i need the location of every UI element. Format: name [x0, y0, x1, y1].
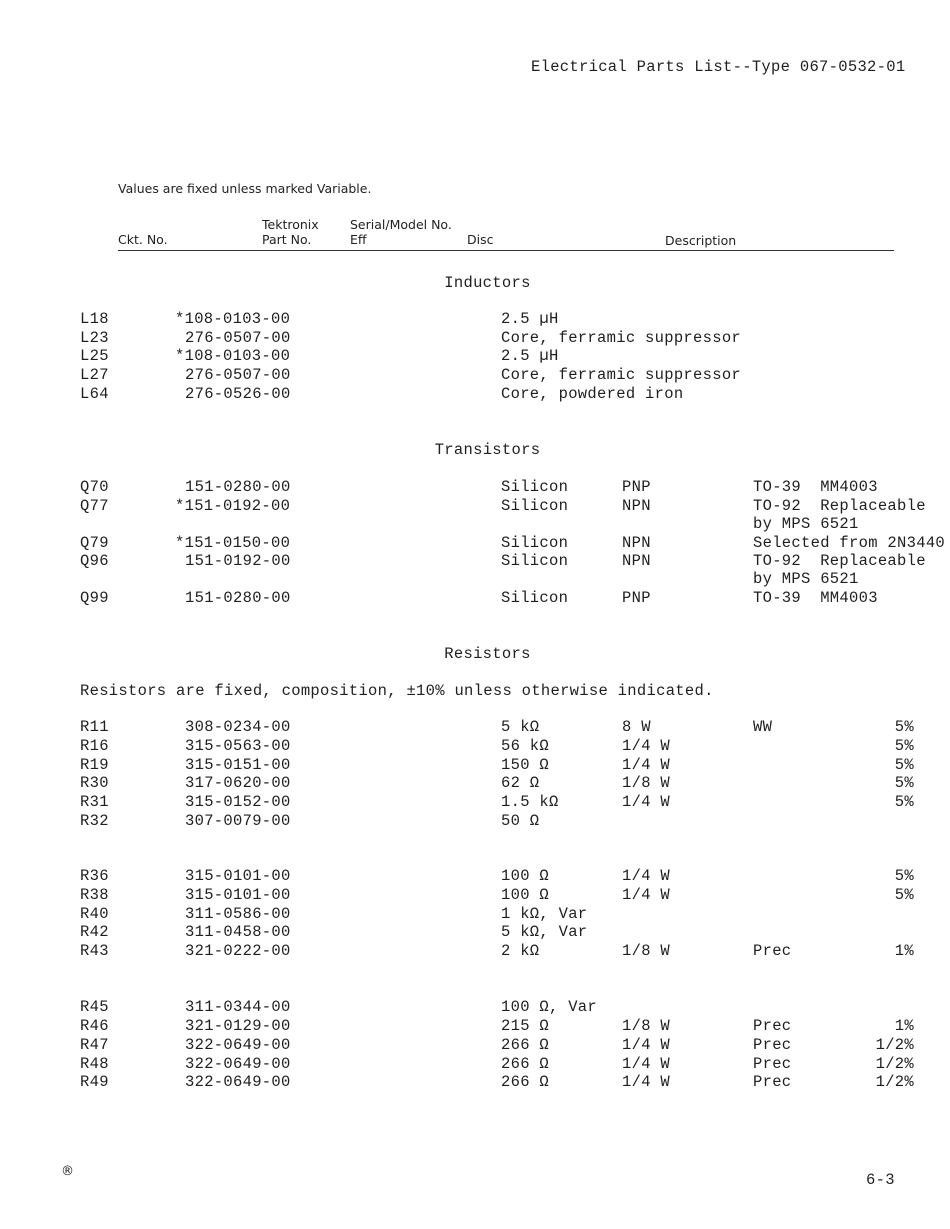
resistor-kind: Prec: [753, 1036, 792, 1054]
material: Silicon: [501, 478, 569, 496]
circuit-number: R38: [80, 886, 109, 904]
resistor-kind: Prec: [753, 942, 792, 960]
power-rating: 1/4 W: [622, 1073, 671, 1091]
resistance-value: 100 Ω, Var: [501, 998, 598, 1016]
case-note-continued: by MPS 6521: [753, 570, 859, 588]
page-header-title: Electrical Parts List--Type 067-0532-01: [531, 58, 906, 76]
polarity: PNP: [622, 478, 651, 496]
registered-mark: ®: [61, 1164, 74, 1179]
circuit-number: Q96: [80, 552, 109, 570]
part-number: 307-0079-00: [185, 812, 291, 830]
resistance-value: 215 Ω: [501, 1017, 550, 1035]
description: Core, ferramic suppressor: [501, 329, 742, 347]
resistance-value: 2 kΩ: [501, 942, 540, 960]
col-header-disc: Disc: [467, 232, 494, 247]
tolerance: 5%: [894, 867, 914, 885]
part-number: 322-0649-00: [185, 1036, 291, 1054]
tolerance: 5%: [894, 756, 914, 774]
circuit-number: Q99: [80, 589, 109, 607]
polarity: NPN: [622, 497, 651, 515]
part-number: 311-0586-00: [185, 905, 291, 923]
col-header-part-no: Part No.: [262, 232, 312, 247]
power-rating: 1/4 W: [622, 793, 671, 811]
polarity: NPN: [622, 552, 651, 570]
col-header-description: Description: [665, 233, 737, 248]
section-title-inductors: Inductors: [444, 274, 531, 292]
circuit-number: R42: [80, 923, 109, 941]
resistor-kind: Prec: [753, 1017, 792, 1035]
part-number: *108-0103-00: [175, 310, 291, 328]
resistor-kind: Prec: [753, 1055, 792, 1073]
resistance-value: 266 Ω: [501, 1055, 550, 1073]
case-note: TO-92 Replaceable: [753, 497, 926, 515]
resistance-value: 150 Ω: [501, 756, 550, 774]
resistance-value: 1.5 kΩ: [501, 793, 559, 811]
case-note-continued: by MPS 6521: [753, 515, 859, 533]
circuit-number: R40: [80, 905, 109, 923]
header-rule: [118, 250, 894, 251]
circuit-number: L18: [80, 310, 109, 328]
circuit-number: Q77: [80, 497, 109, 515]
power-rating: 1/4 W: [622, 886, 671, 904]
page-number: 6-3: [866, 1171, 895, 1189]
resistor-kind: WW: [753, 718, 773, 736]
power-rating: 1/4 W: [622, 737, 671, 755]
case-note: TO-39 MM4003: [753, 478, 878, 496]
description: Core, powdered iron: [501, 385, 684, 403]
polarity: PNP: [622, 589, 651, 607]
circuit-number: R45: [80, 998, 109, 1016]
resistance-value: 1 kΩ, Var: [501, 905, 588, 923]
part-number: 321-0222-00: [185, 942, 291, 960]
tolerance: 1%: [894, 1017, 914, 1035]
resistor-kind: Prec: [753, 1073, 792, 1091]
circuit-number: R46: [80, 1017, 109, 1035]
circuit-number: R32: [80, 812, 109, 830]
resistance-value: 5 kΩ: [501, 718, 540, 736]
power-rating: 8 W: [622, 718, 651, 736]
section-title-transistors: Transistors: [434, 441, 541, 459]
power-rating: 1/8 W: [622, 942, 671, 960]
description: Core, ferramic suppressor: [501, 366, 742, 384]
values-note: Values are fixed unless marked Variable.: [118, 181, 372, 196]
part-number: 151-0280-00: [185, 589, 291, 607]
tolerance: 5%: [894, 886, 914, 904]
tolerance: 5%: [894, 793, 914, 811]
tolerance: 5%: [894, 737, 914, 755]
circuit-number: Q70: [80, 478, 109, 496]
power-rating: 1/4 W: [622, 756, 671, 774]
power-rating: 1/4 W: [622, 1036, 671, 1054]
circuit-number: R19: [80, 756, 109, 774]
circuit-number: L25: [80, 347, 109, 365]
part-number: 322-0649-00: [185, 1073, 291, 1091]
section-title-resistors: Resistors: [444, 645, 531, 663]
circuit-number: Q79: [80, 534, 109, 552]
polarity: NPN: [622, 534, 651, 552]
circuit-number: R30: [80, 774, 109, 792]
col-header-serial-model: Serial/Model No.: [350, 217, 452, 232]
circuit-number: R31: [80, 793, 109, 811]
resistance-value: 56 kΩ: [501, 737, 550, 755]
power-rating: 1/4 W: [622, 1055, 671, 1073]
part-number: 311-0344-00: [185, 998, 291, 1016]
part-number: 322-0649-00: [185, 1055, 291, 1073]
circuit-number: L64: [80, 385, 109, 403]
circuit-number: R16: [80, 737, 109, 755]
circuit-number: R49: [80, 1073, 109, 1091]
part-number: 315-0101-00: [185, 886, 291, 904]
part-number: 315-0152-00: [185, 793, 291, 811]
power-rating: 1/4 W: [622, 867, 671, 885]
power-rating: 1/8 W: [622, 774, 671, 792]
col-header-tektronix: Tektronix: [262, 217, 319, 232]
part-number: 315-0151-00: [185, 756, 291, 774]
tolerance: 1/2%: [875, 1036, 914, 1054]
resistance-value: 266 Ω: [501, 1073, 550, 1091]
part-number: 308-0234-00: [185, 718, 291, 736]
circuit-number: R36: [80, 867, 109, 885]
tolerance: 1%: [894, 942, 914, 960]
resistance-value: 100 Ω: [501, 867, 550, 885]
description: 2.5 µH: [501, 347, 559, 365]
circuit-number: R43: [80, 942, 109, 960]
circuit-number: R48: [80, 1055, 109, 1073]
part-number: 151-0192-00: [185, 552, 291, 570]
circuit-number: R11: [80, 718, 109, 736]
tolerance: 1/2%: [875, 1073, 914, 1091]
resistance-value: 100 Ω: [501, 886, 550, 904]
part-number: *108-0103-00: [175, 347, 291, 365]
case-note: TO-39 MM4003: [753, 589, 878, 607]
part-number: 315-0101-00: [185, 867, 291, 885]
part-number: 276-0526-00: [185, 385, 291, 403]
power-rating: 1/8 W: [622, 1017, 671, 1035]
part-number: 317-0620-00: [185, 774, 291, 792]
tolerance: 5%: [894, 774, 914, 792]
col-header-ckt-no: Ckt. No.: [118, 232, 168, 247]
case-note: Selected from 2N3440: [753, 534, 946, 552]
part-number: 276-0507-00: [185, 329, 291, 347]
description: 2.5 µH: [501, 310, 559, 328]
part-number: 315-0563-00: [185, 737, 291, 755]
material: Silicon: [501, 589, 569, 607]
circuit-number: L27: [80, 366, 109, 384]
part-number: 276-0507-00: [185, 366, 291, 384]
part-number: 151-0280-00: [185, 478, 291, 496]
circuit-number: L23: [80, 329, 109, 347]
material: Silicon: [501, 497, 569, 515]
tolerance: 1/2%: [875, 1055, 914, 1073]
part-number: 311-0458-00: [185, 923, 291, 941]
part-number: *151-0192-00: [175, 497, 291, 515]
material: Silicon: [501, 552, 569, 570]
tolerance: 5%: [894, 718, 914, 736]
resistance-value: 62 Ω: [501, 774, 540, 792]
part-number: 321-0129-00: [185, 1017, 291, 1035]
circuit-number: R47: [80, 1036, 109, 1054]
material: Silicon: [501, 534, 569, 552]
part-number: *151-0150-00: [175, 534, 291, 552]
resistors-note: Resistors are fixed, composition, ±10% unless otherwise indicated.: [80, 682, 714, 700]
case-note: TO-92 Replaceable: [753, 552, 926, 570]
resistance-value: 266 Ω: [501, 1036, 550, 1054]
col-header-eff: Eff: [350, 232, 367, 247]
resistance-value: 5 kΩ, Var: [501, 923, 588, 941]
resistance-value: 50 Ω: [501, 812, 540, 830]
